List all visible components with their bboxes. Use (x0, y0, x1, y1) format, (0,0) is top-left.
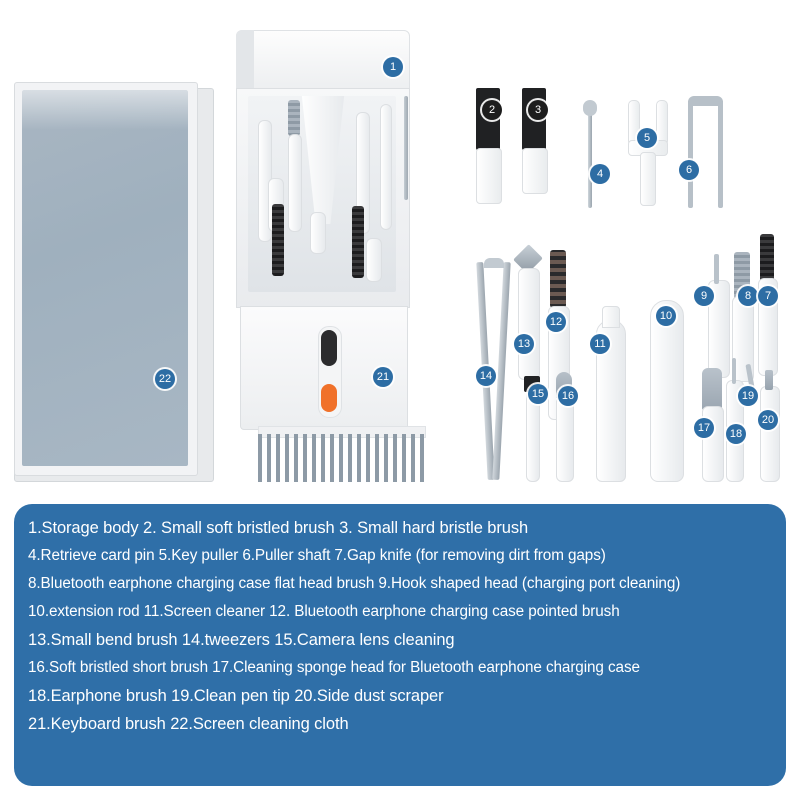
badge-12: 12 (546, 312, 566, 332)
case-brush-right (352, 206, 364, 278)
badge-18: 18 (726, 424, 746, 444)
small-hard-bristle-brush-body (522, 148, 548, 194)
hook-shaped-head-tip (714, 254, 719, 284)
badge-4: 4 (590, 164, 610, 184)
badge-3: 3 (528, 100, 548, 120)
tweezers-joint (484, 258, 504, 268)
badge-10: 10 (656, 306, 676, 326)
badge-5: 5 (637, 128, 657, 148)
case-tool-g (310, 212, 326, 254)
puller-shaft-bridge (688, 96, 723, 106)
legend-line-4: 10.extension rod 11.Screen cleaner 12. Bluetooth earphone charging case pointed brush (28, 603, 620, 620)
badge-8: 8 (738, 286, 758, 306)
badge-7: 7 (758, 286, 778, 306)
legend-line-8: 21.Keyboard brush 22.Screen cleaning cloth (28, 715, 349, 733)
case-tool-d (380, 104, 392, 230)
legend-line-2: 4.Retrieve card pin 5.Key puller 6.Puller shaft 7.Gap knife (for removing dirt from gaps) (28, 547, 606, 564)
badge-21: 21 (373, 367, 393, 387)
badge-19: 19 (738, 386, 758, 406)
side-dust-scraper-body (760, 386, 780, 482)
parts-legend-panel (14, 504, 786, 786)
badge-14: 14 (476, 366, 496, 386)
gap-knife-bristles (760, 234, 774, 282)
badge-16: 16 (558, 386, 578, 406)
brush-slider-knob-orange (321, 384, 337, 412)
extension-rod (650, 300, 684, 482)
badge-13: 13 (514, 334, 534, 354)
soft-short-brush-body (556, 396, 574, 482)
badge-9: 9 (694, 286, 714, 306)
puller-shaft-left (688, 100, 693, 208)
puller-shaft-right (718, 100, 723, 208)
badge-2: 2 (482, 100, 502, 120)
screen-cleaning-cloth (22, 90, 188, 466)
badge-22: 22 (155, 369, 175, 389)
badge-11: 11 (590, 334, 610, 354)
case-tool-b-bristles (288, 100, 300, 136)
badge-17: 17 (694, 418, 714, 438)
screen-cleaner-nozzle (602, 306, 620, 328)
earphone-brush-tip (732, 358, 736, 384)
case-brush-left (272, 204, 284, 276)
cloth-sheen (22, 90, 188, 130)
retrieve-card-pin-loop (583, 100, 597, 116)
case-tool-h (366, 238, 382, 282)
legend-line-1: 1.Storage body 2. Small soft bristled brush 3. Small hard bristle brush (28, 519, 529, 537)
side-dust-scraper-tip (765, 370, 773, 390)
legend-line-7: 18.Earphone brush 19.Clean pen tip 20.Side dust scraper (28, 687, 444, 705)
brush-slider-knob-dark (321, 330, 337, 366)
legend-line-5: 13.Small bend brush 14.tweezers 15.Camera lens cleaning (28, 631, 455, 649)
case-tool-e (404, 96, 408, 200)
badge-6: 6 (679, 160, 699, 180)
key-puller-stem (640, 152, 656, 206)
cleaning-sponge-head (702, 368, 722, 410)
keyboard-brush-bristles (258, 434, 424, 482)
retrieve-card-pin (588, 102, 592, 208)
badge-20: 20 (758, 410, 778, 430)
legend-line-6: 16.Soft bristled short brush 17.Cleaning sponge head for Bluetooth earphone charging case (28, 659, 640, 676)
small-bend-brush-body (518, 268, 540, 380)
storage-body-lid-notch (236, 30, 254, 92)
badge-15: 15 (528, 384, 548, 404)
pointed-brush-bristles (550, 250, 566, 308)
badge-1: 1 (383, 57, 403, 77)
small-soft-bristled-brush-body (476, 148, 502, 204)
case-tool-b (288, 134, 302, 232)
legend-line-3: 8.Bluetooth earphone charging case flat head brush 9.Hook shaped head (charging port cleaning) (28, 575, 681, 592)
